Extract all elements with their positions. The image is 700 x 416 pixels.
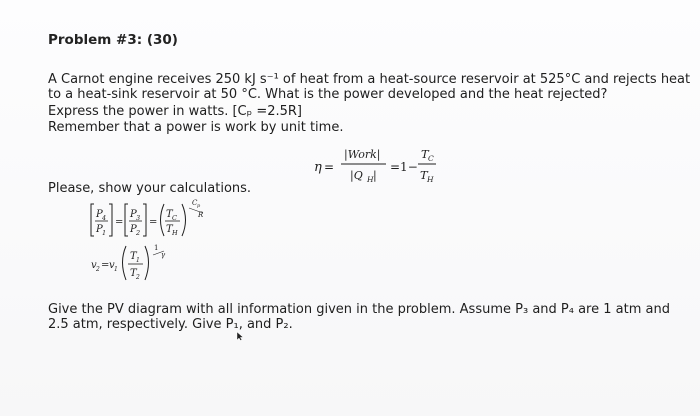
p1-subscript: 1 <box>102 229 107 237</box>
th-symbol: T <box>166 224 173 235</box>
p4-subscript: 4 <box>102 214 107 222</box>
tc-symbol: T <box>166 209 173 220</box>
exponent-cp-subscript: p <box>197 203 201 209</box>
right-paren <box>182 204 186 236</box>
left-paren <box>123 246 127 280</box>
heat-denominator: |Q <box>350 169 363 182</box>
p2-subscript: 2 <box>136 229 141 237</box>
problem-text-line-1: A Carnot engine receives 250 kJ s⁻¹ of heat from a heat-source reservoir at 525°C and rejects heat <box>48 72 691 87</box>
t1-symbol: T <box>130 251 137 262</box>
pressure-ratio-formula <box>88 196 228 244</box>
v1-subscript: 1 <box>114 266 118 273</box>
right-paren <box>145 246 149 280</box>
problem-text-line-2: to a heat-sink reservoir at 50 °C. What is the power developed and the heat rejected? <box>48 87 608 102</box>
equals-sign: = <box>101 260 110 271</box>
eta-symbol: η <box>314 160 322 175</box>
t1-subscript: 1 <box>136 257 140 264</box>
th-subscript: H <box>172 229 178 237</box>
problem-text-line-3: Express the power in watts. [Cₚ =2.5R] <box>48 104 303 119</box>
work-numerator: |Work| <box>344 148 381 161</box>
mouse-cursor-icon <box>236 331 244 341</box>
equals-sign: = <box>324 160 335 174</box>
calculations-prompt: Please, show your calculations. <box>48 181 252 196</box>
problem-text-line-4: Remember that a power is work by unit time. <box>48 120 344 135</box>
tc-numerator-subscript: C <box>428 154 434 163</box>
p2-symbol: P <box>130 224 137 235</box>
tc-subscript: C <box>172 214 177 222</box>
p3-symbol: P <box>130 209 137 220</box>
heat-denominator-end: | <box>373 169 377 182</box>
t2-symbol: T <box>130 268 137 279</box>
right-bracket <box>143 204 146 236</box>
exponent-cp: C <box>192 199 198 207</box>
efficiency-formula <box>312 142 452 190</box>
t2-subscript: 2 <box>136 274 140 281</box>
exponent-gamma: γ <box>161 251 166 259</box>
pv-diagram-text-line-2: 2.5 atm, respectively. Give P₁, and P₂. <box>48 317 293 332</box>
p1-symbol: P <box>96 224 103 235</box>
th-denominator-subscript: H <box>427 175 434 184</box>
v2-symbol: v <box>91 260 97 271</box>
th-denominator: T <box>420 168 428 182</box>
v2-subscript: 2 <box>96 266 100 273</box>
p3-subscript: 3 <box>136 214 141 222</box>
pv-diagram-text-line-1: Give the PV diagram with all information given in the problem. Assume P₃ and P₄ are 1 atm and <box>48 302 670 317</box>
left-bracket <box>91 204 94 236</box>
exponent-r: R <box>198 211 204 219</box>
tc-numerator: T <box>421 147 429 161</box>
exponent-one: 1 <box>154 244 159 252</box>
problem-title: Problem #3: (30) <box>48 32 178 48</box>
p4-symbol: P <box>96 209 103 220</box>
v1-symbol: v <box>109 260 115 271</box>
right-bracket <box>109 204 112 236</box>
left-bracket <box>125 204 128 236</box>
equals-one-minus: =1− <box>390 160 418 174</box>
equals-sign: = <box>149 217 158 228</box>
heat-denominator-subscript: H <box>367 175 374 184</box>
equals-sign: = <box>115 217 124 228</box>
volume-formula <box>88 240 208 284</box>
left-paren <box>161 204 165 236</box>
